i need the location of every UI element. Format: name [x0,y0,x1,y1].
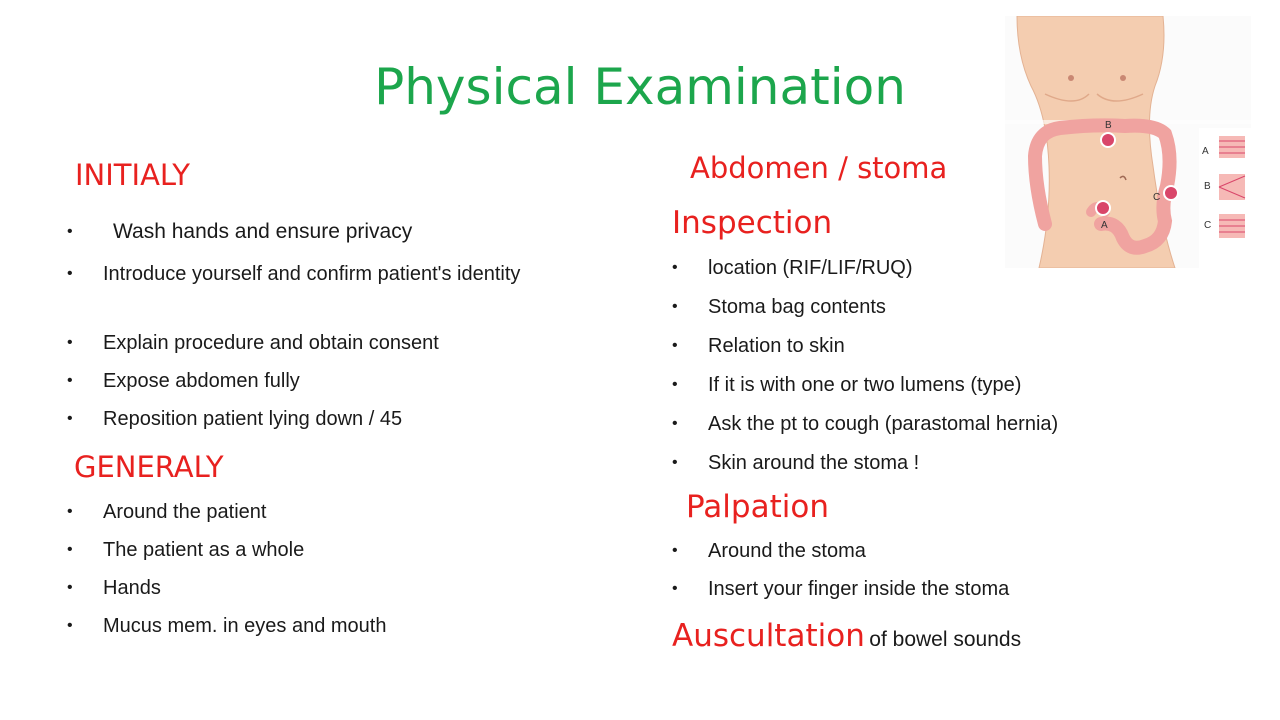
inspection-heading: Inspection [672,205,833,241]
stoma-type-c-icon [1219,214,1245,238]
list-item [65,614,585,638]
list-item [65,538,585,562]
palpation-heading: Palpation [686,489,829,525]
list-item-text: location (RIF/LIF/RUQ) [708,257,913,279]
list-item [65,262,545,286]
list-item-text: Ask the pt to cough (parastomal hernia) [708,413,1059,435]
list-item-text: Relation to skin [708,335,845,357]
list-item-text: Explain procedure and obtain consent [103,332,439,354]
list-item [670,334,1190,358]
list-item-text: Around the stoma [708,540,866,562]
nipple-icon [1120,75,1126,81]
initially-list-cont2 [65,331,585,431]
type-label: A [1202,146,1209,157]
list-item [65,369,585,393]
list-item [670,373,1190,397]
stoma-type-b-icon [1219,174,1245,200]
list-item [65,331,585,355]
abdomen-stoma-heading: Abdomen / stoma [690,151,948,185]
initially-heading: INITIALY [75,158,190,192]
list-item-text: Expose abdomen fully [103,370,300,392]
list-item-text: Mucus mem. in eyes and mouth [103,615,387,637]
nipple-icon [1068,75,1074,81]
stoma-c-icon [1164,186,1178,200]
list-item [670,451,1190,475]
list-item-text: Reposition patient lying down / 45 [103,408,403,430]
stoma-a-icon [1096,201,1110,215]
auscultation-line [672,618,1021,654]
inspection-list [670,256,1190,475]
list-item-text: Skin around the stoma ! [708,452,920,474]
list-item [670,577,1190,601]
list-item-text: Wash hands and ensure privacy [113,220,413,243]
list-item-text: The patient as a whole [103,539,305,561]
list-item [670,412,1190,436]
list-item [65,500,585,524]
list-item [670,295,1190,319]
generally-heading: GENERALY [74,450,224,484]
stoma-type-a-icon [1219,136,1245,158]
figure-label: C [1153,192,1161,203]
palpation-list [670,539,1190,601]
list-item-text: Hands [103,577,161,599]
list-item-text: Introduce yourself and confirm patient's identity [103,263,521,285]
list-item-text: Insert your finger inside the stoma [708,578,1010,600]
list-item [65,220,585,244]
type-label: C [1204,220,1212,231]
figure-label: B [1105,120,1112,131]
initially-list [65,220,585,244]
initially-list-cont [65,262,545,300]
type-label: B [1204,181,1211,192]
auscultation-heading: Auscultation [672,618,865,654]
list-item [670,539,1190,563]
list-item [65,576,585,600]
list-item-text: Around the patient [103,501,267,523]
list-item-text: If it is with one or two lumens (type) [708,374,1022,396]
generally-list [65,500,585,638]
abdomen-colon-illustration [1005,16,1251,268]
slide-title: Physical Examination [374,58,906,116]
stoma-b-icon [1101,133,1115,147]
list-item [65,407,585,431]
auscultation-suffix: of bowel sounds [869,628,1022,651]
list-item-text: Stoma bag contents [708,296,886,318]
figure-label: A [1101,220,1108,231]
abdomen-svg [1005,16,1251,268]
